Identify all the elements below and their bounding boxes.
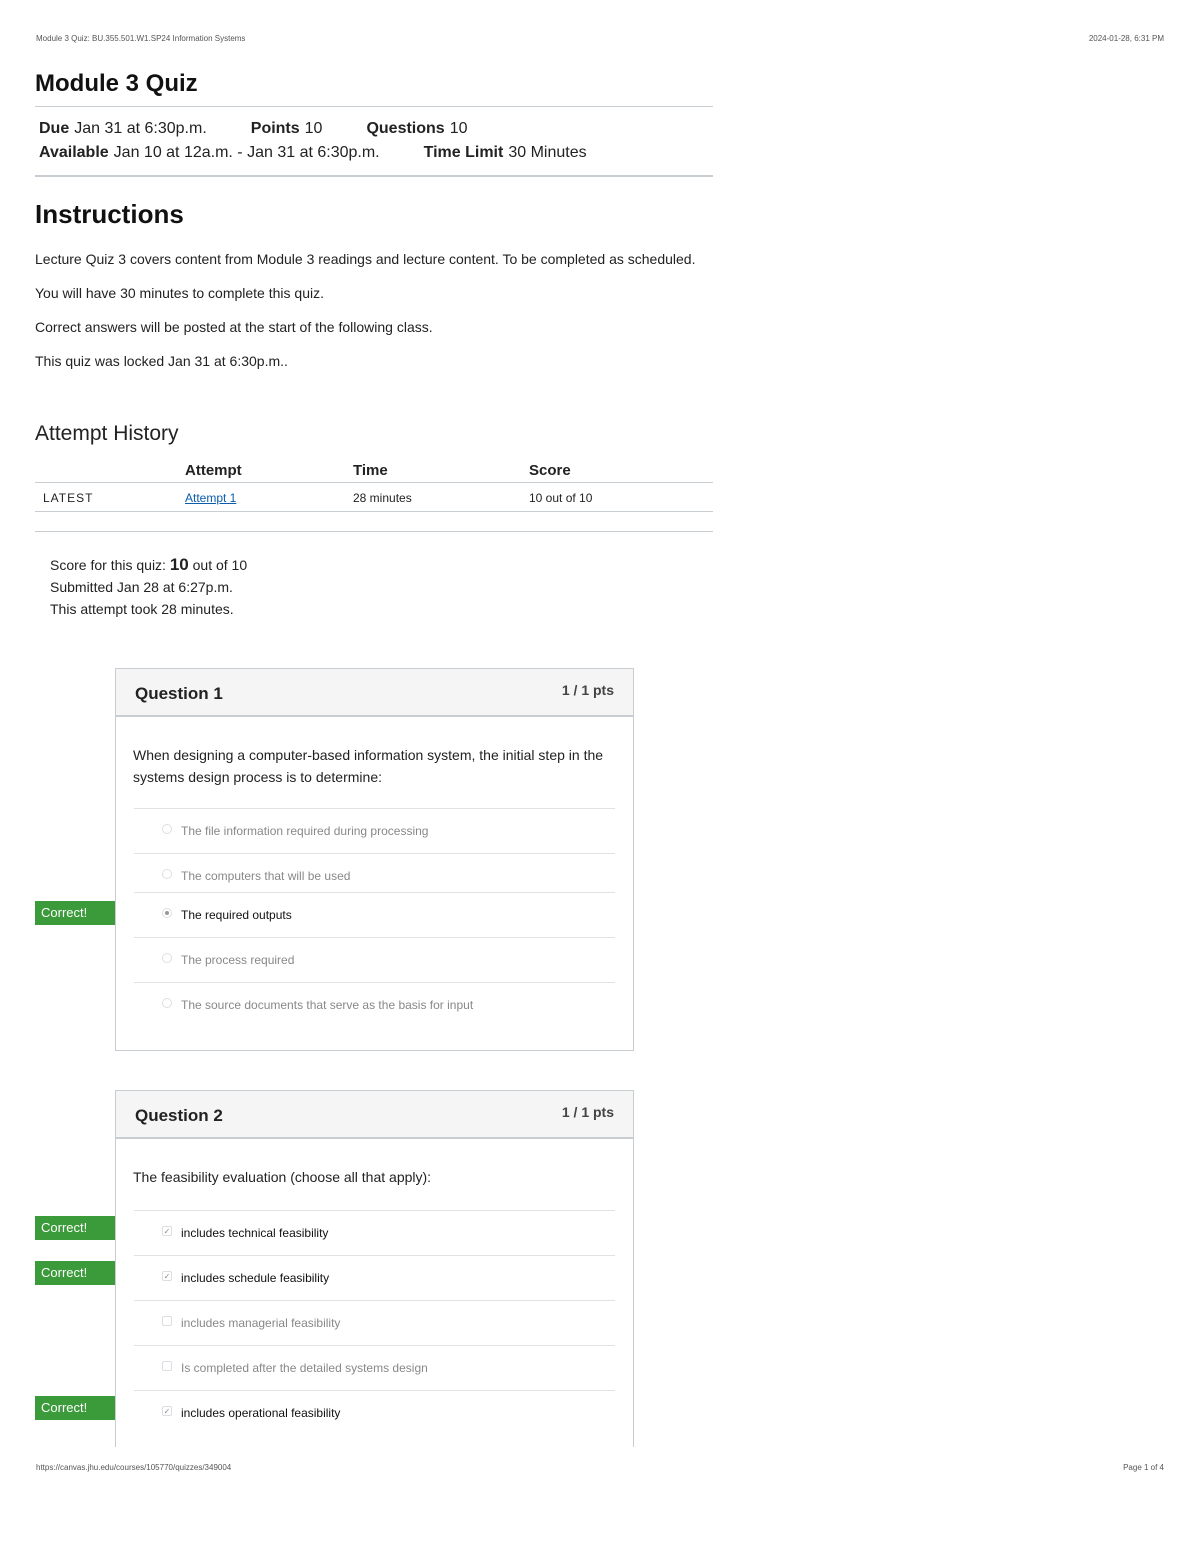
question-title: Question 1 bbox=[135, 684, 223, 703]
answer-list bbox=[134, 808, 615, 1027]
score-suffix: out of 10 bbox=[192, 557, 248, 573]
locked-notice: This quiz was locked Jan 31 at 6:30p.m.. bbox=[35, 353, 288, 369]
points-value: 10 bbox=[304, 120, 323, 137]
page-title: Module 3 Quiz bbox=[35, 70, 713, 107]
answer-option bbox=[134, 1210, 615, 1255]
column-header bbox=[35, 456, 185, 483]
checkbox-checked-icon: ✓ bbox=[163, 1227, 171, 1236]
answer-option bbox=[134, 808, 615, 853]
instructions-heading: Instructions bbox=[35, 199, 184, 229]
question-card bbox=[115, 1090, 634, 1447]
answer-text: The computers that will be used bbox=[181, 869, 351, 883]
column-header: Score bbox=[529, 456, 713, 483]
radio-selected-icon bbox=[162, 908, 172, 918]
questions-label: Questions bbox=[366, 120, 445, 137]
instructions-paragraph: You will have 30 minutes to complete this quiz. bbox=[35, 285, 324, 301]
attempt-history-heading: Attempt History bbox=[35, 422, 179, 445]
checkbox-checked-icon: ✓ bbox=[163, 1272, 171, 1281]
answer-text: The file information required during processing bbox=[181, 824, 429, 838]
answer-option bbox=[134, 1300, 615, 1345]
instructions-paragraph: Lecture Quiz 3 covers content from Module 3 readings and lecture content. To be completed as scheduled. bbox=[35, 251, 696, 267]
attempt-time: 28 minutes bbox=[353, 483, 529, 512]
question-points: 1 / 1 pts bbox=[561, 682, 614, 698]
checkbox-icon bbox=[162, 1316, 172, 1326]
question-card bbox=[115, 668, 634, 1051]
column-header: Attempt bbox=[185, 456, 353, 483]
column-header: Time bbox=[353, 456, 529, 483]
attempt-score: 10 out of 10 bbox=[529, 483, 713, 512]
print-footer-url: https://canvas.jhu.edu/courses/105770/quizzes/349004 bbox=[36, 1463, 232, 1472]
radio-icon bbox=[162, 869, 172, 879]
table-row bbox=[35, 483, 713, 512]
answer-text: The required outputs bbox=[181, 908, 292, 922]
answer-list bbox=[134, 1210, 615, 1435]
score-value: 10 bbox=[169, 555, 189, 574]
print-header-date: 2024-01-28, 6:31 PM bbox=[1088, 34, 1164, 43]
due-value: Jan 31 at 6:30p.m. bbox=[74, 120, 207, 137]
quiz-summary bbox=[50, 554, 713, 620]
quiz-meta bbox=[35, 107, 713, 177]
radio-icon bbox=[162, 953, 172, 963]
duration-text: This attempt took 28 minutes. bbox=[50, 601, 234, 617]
answer-option bbox=[134, 937, 615, 982]
correct-flag: Correct! bbox=[35, 1261, 115, 1285]
print-header-title: Module 3 Quiz: BU.355.501.W1.SP24 Information Systems bbox=[36, 34, 246, 43]
print-footer-page: Page 1 of 4 bbox=[1123, 1463, 1164, 1472]
points-label: Points bbox=[250, 120, 300, 137]
question-text: The feasibility evaluation (choose all that apply): bbox=[133, 1169, 432, 1185]
answer-option bbox=[134, 1345, 615, 1390]
time-limit-label: Time Limit bbox=[423, 144, 504, 161]
available-label: Available bbox=[39, 144, 109, 161]
checkbox-checked-icon: ✓ bbox=[163, 1407, 171, 1416]
correct-flag: Correct! bbox=[35, 1396, 115, 1420]
questions-value: 10 bbox=[449, 120, 468, 137]
radio-icon bbox=[162, 998, 172, 1008]
submitted-text: Submitted Jan 28 at 6:27p.m. bbox=[50, 579, 233, 595]
answer-option bbox=[134, 1390, 615, 1435]
checkbox-icon bbox=[162, 1361, 172, 1371]
correct-flag: Correct! bbox=[35, 1216, 115, 1240]
answer-text: includes managerial feasibility bbox=[181, 1316, 341, 1330]
answer-option bbox=[134, 1255, 615, 1300]
question-text: When designing a computer-based information system, the initial step in the systems design process is to determine: bbox=[133, 747, 604, 785]
answer-text: The process required bbox=[181, 953, 295, 967]
question-points: 1 / 1 pts bbox=[561, 1104, 614, 1120]
answer-option bbox=[134, 982, 615, 1027]
answer-text: includes operational feasibility bbox=[181, 1406, 341, 1420]
due-label: Due bbox=[39, 120, 70, 137]
print-footer bbox=[36, 1463, 1164, 1472]
attempt-history-table bbox=[35, 456, 713, 512]
time-limit-value: 30 Minutes bbox=[508, 144, 587, 161]
divider bbox=[35, 531, 713, 532]
attempt-link[interactable]: Attempt 1 bbox=[185, 491, 237, 505]
question-title: Question 2 bbox=[135, 1106, 223, 1125]
question-header bbox=[116, 1091, 633, 1139]
answer-text: Is completed after the detailed systems design bbox=[181, 1361, 428, 1375]
attempt-status: LATEST bbox=[35, 483, 185, 512]
instructions-paragraph: Correct answers will be posted at the start of the following class. bbox=[35, 319, 433, 335]
question-header bbox=[116, 669, 633, 717]
answer-option bbox=[134, 853, 615, 892]
radio-icon bbox=[162, 824, 172, 834]
available-value: Jan 10 at 12a.m. - Jan 31 at 6:30p.m. bbox=[113, 144, 380, 161]
score-prefix: Score for this quiz: bbox=[50, 557, 166, 573]
answer-option bbox=[134, 892, 615, 937]
answer-text: includes schedule feasibility bbox=[181, 1271, 330, 1285]
correct-flag: Correct! bbox=[35, 901, 115, 925]
quiz-main bbox=[35, 70, 713, 620]
answer-text: includes technical feasibility bbox=[181, 1226, 329, 1240]
answer-text: The source documents that serve as the basis for input bbox=[181, 998, 474, 1012]
print-header bbox=[36, 34, 1164, 43]
